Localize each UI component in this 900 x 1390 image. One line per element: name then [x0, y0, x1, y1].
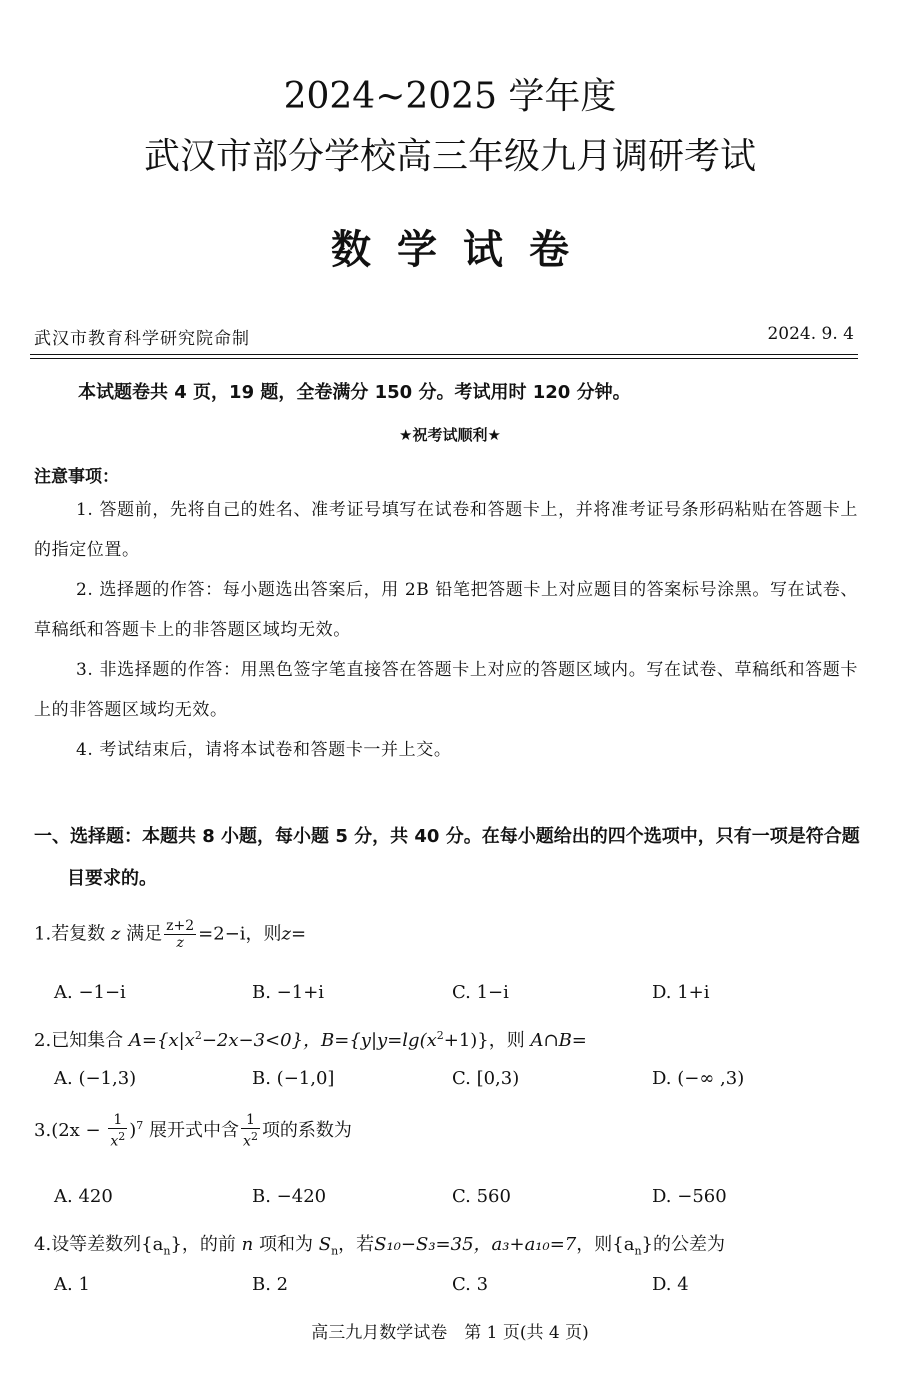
- notice-item: 2. 选择题的作答：每小题选出答案后，用 2B 铅笔把答题卡上对应题目的答案标号涂黑。写在试卷、草稿纸和答题卡上的非答题区域均无效。: [34, 580, 858, 640]
- section-heading: 一、选择题：本题共 8 小题，每小题 5 分，共 40 分。在每小题给出的四个选项中，只有一项是符合题目要求的。: [34, 826, 860, 889]
- option-c: C. 1−i: [452, 982, 509, 1003]
- option-a: A. 1: [54, 1274, 90, 1295]
- fraction: $\frac{1}{x^2}$: [243, 1112, 258, 1150]
- option-d: D. 1+i: [652, 982, 710, 1003]
- header-rule-thin: [30, 358, 858, 359]
- question-1: 1.若复数 z 满足 $\frac{z+2}{z}$ =2−i，则z=: [34, 918, 307, 951]
- question-number: 3.: [34, 1119, 52, 1141]
- option-b: B. −420: [252, 1186, 327, 1207]
- option-d: D. −560: [652, 1186, 727, 1207]
- option-c: C. 3: [452, 1274, 489, 1295]
- question-3: 3.(2x − $\frac{1}{x^2}$ )$^7$ 展开式中含 $\frac{1}{x^2}$ 项的系数为: [34, 1112, 352, 1150]
- exam-year: 2024~2025 学年度: [283, 76, 617, 117]
- option-b: B. −1+i: [252, 982, 325, 1003]
- option-d: D. (−∞ ,3): [652, 1068, 745, 1089]
- question-number: 1.: [34, 923, 52, 945]
- option-d: D. 4: [652, 1274, 689, 1295]
- subject-title: 数学试卷: [331, 226, 595, 273]
- exam-title: 武汉市部分学校高三年级九月调研考试: [143, 136, 756, 177]
- option-a: A. (−1,3): [54, 1068, 137, 1089]
- notice-heading: 注意事项：: [34, 467, 119, 487]
- header-rule: [30, 354, 858, 355]
- fraction: $\frac{1}{x^2}$: [110, 1112, 126, 1150]
- exam-date: 2024. 9. 4: [767, 324, 854, 344]
- option-c: C. [0,3): [452, 1068, 520, 1089]
- notice-item: 1. 答题前，先将自己的姓名、准考证号填写在试卷和答题卡上，并将准考证号条形码粘贴在答题卡上的指定位置。: [34, 500, 858, 560]
- page-footer: 高三九月数学试卷 第 1 页(共 4 页): [311, 1323, 589, 1343]
- fraction: $\frac{z+2}{z}$: [166, 918, 195, 951]
- question-2: 2.已知集合 $A=\{x|x^2-2x-3<0\}$，$B=\{y|y=\lg(x^2+1)\}$，则 A∩B=: [34, 1029, 587, 1051]
- good-luck-banner: ★祝考试顺利★: [399, 426, 501, 444]
- notice-item: 3. 非选择题的作答：用黑色签字笔直接答在答题卡上对应的答题区域内。写在试卷、草稿纸和答题卡上的非答题区域均无效。: [34, 660, 858, 720]
- option-a: A. 420: [54, 1186, 113, 1207]
- question-number: 4.: [34, 1234, 52, 1255]
- question-number: 2.: [34, 1030, 52, 1051]
- question-4: 4.设等差数列$\{a_n\}$，的前 n 项和为 $S_n$，若S₁₀−S₃=35，a₃+a₁₀=7，则$\{a_n\}$的公差为: [34, 1234, 725, 1258]
- issuer: 武汉市教育科学研究院命制: [34, 329, 250, 349]
- option-b: B. 2: [252, 1274, 289, 1295]
- option-a: A. −1−i: [54, 982, 126, 1003]
- notice-item: 4. 考试结束后，请将本试卷和答题卡一并上交。: [76, 740, 452, 760]
- exam-intro: 本试题卷共 4 页，19 题，全卷满分 150 分。考试用时 120 分钟。: [78, 382, 631, 403]
- option-b: B. (−1,0]: [252, 1068, 335, 1089]
- option-c: C. 560: [452, 1186, 511, 1207]
